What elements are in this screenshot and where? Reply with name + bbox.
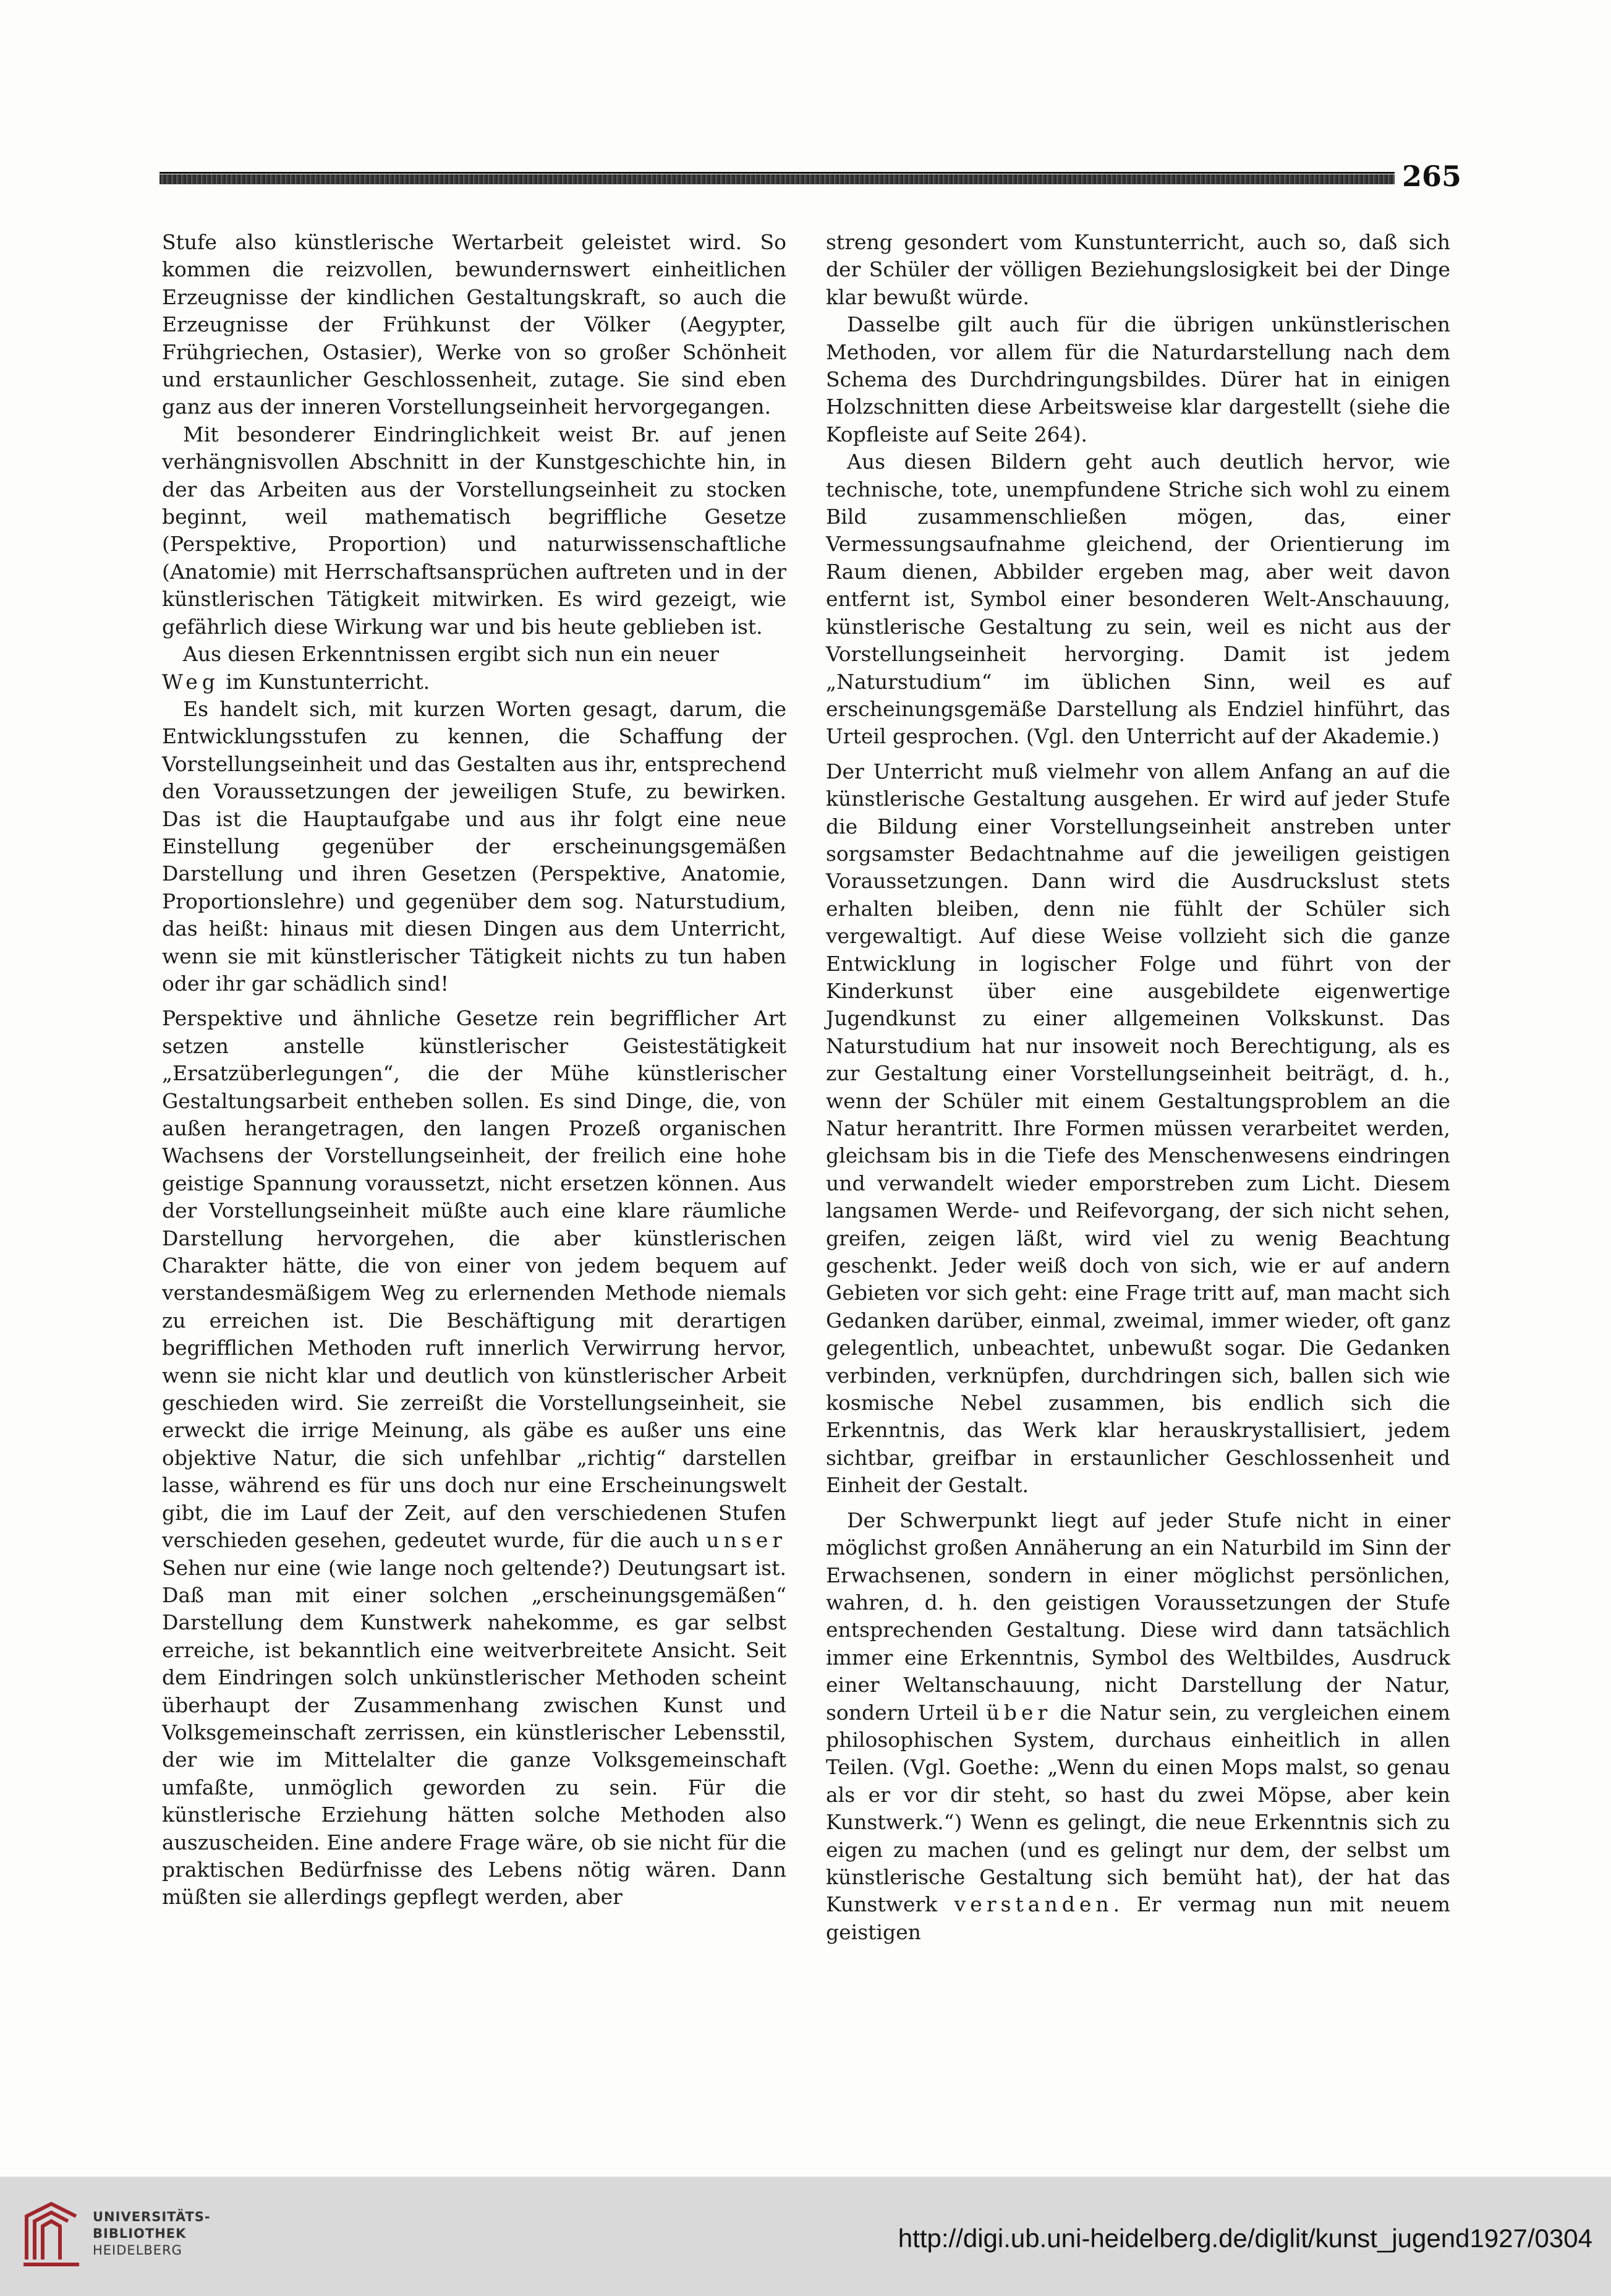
- paragraph: [826, 448, 1450, 750]
- text-run: Stufe also künstlerische Wertarbeit geleistet wird. So kommen die reizvollen, bewundernswert einheitlichen Erzeugnisse der kindlichen Gestaltungskraft, so auch die Erzeugnisse der Frühkunst der Völker (Aegypter, Frühgriechen, Ostasier), Werke von so großer Schönheit und erstaunlicher Geschlossenheit, zutage. Sie sind eben ganz aus der inneren Vorstellungseinheit hervorgegangen.: [162, 230, 786, 419]
- header-rule-top: [159, 172, 1395, 174]
- text-run: Aus diesen Erkenntnissen ergibt sich nun ein neuer: [183, 642, 720, 667]
- library-logo-icon[interactable]: [17, 2198, 85, 2272]
- text-run: Der Unterricht muß vielmehr von allem Anfang an auf die künstlerische Gestaltung ausgehen. Er wird auf jeder Stufe die Bildung einer Vorstellungseinheit anstreben unter sorgsamster Bedachtnahme auf die jeweiligen geistigen Voraussetzungen. Dann wird die Ausdruckslust stets erhalten bleiben, denn nie fühlt der Schüler sich vergewaltigt. Auf diese Weise vollzieht sich die ganze Entwicklung in logischer Folge und führt von der Kinderkunst über eine ausgebildete eigenwertige Jugendkunst zu einer allgemeinen Volkskunst. Das Naturstudium hat nur insoweit noch Berechtigung, als es zur Gestaltung einer Vorstellungseinheit beiträgt, d. h., wenn der Schüler mit einem Gestaltungsproblem an die Natur herantritt. Ihre Formen müssen verarbeitet werden, gleichsam bis in die Tiefe des Menschenwesens eindringen und verwandelt wieder emporstreben zum Licht. Diesem langsamen Werde- und Reifevorgang, der sich nicht sehen, greifen, zeigen läßt, wird viel zu wenig Beachtung geschenkt. Jeder weiß doch von sich, wie er auf andern Gebieten vor sich geht: eine Frage tritt auf, man macht sich Gedanken darüber, einmal, zweimal, immer wieder, oft ganz gelegentlich, unbeachtet, unbewußt sogar. Die Gedanken verbinden, verknüpfen, durchdringen sich, ballen sich wie kosmische Nebel zusammen, bis endlich sich die Erkenntnis, das Werk klar herauskrystallisiert, jedem sichtbar, greifbar in erstaunlicher Geschlossenheit und Einheit der Gestalt.: [826, 759, 1450, 1498]
- spaced-emphasis: über: [986, 1700, 1052, 1725]
- permalink-url[interactable]: http://digi.ub.uni-heidelberg.de/diglit/kunst_jugend1927/0304: [898, 2224, 1592, 2253]
- text-run: streng gesondert vom Kunstunterricht, auch so, daß sich der Schüler der völligen Beziehungslosigkeit bei der Dinge klar bewußt würde.: [826, 230, 1450, 309]
- text-space: [978, 1701, 986, 1725]
- paragraph: [826, 1507, 1450, 1947]
- text-run: Sehen nur eine (wie lange noch geltende?) Deutungsart ist. Daß man mit einer solchen „erscheinungsgemäßen“ Darstellung dem Kunstwerk nahekomme, es gar selbst erreiche, ist bekanntlich eine weitverbreitete Ansicht. Seit dem Eindringen solch unkünstlerischer Methoden scheint überhaupt der Zusammenhang zwischen Kunst und Volksgemeinschaft zerrissen, ein künstlerischer Lebensstil, der wie im Mittelalter die ganze Volksgemeinschaft umfaßte, unmöglich geworden zu sein. Für die künstlerische Erziehung hätten solche Methoden also auszuscheiden. Eine andere Frage wäre, ob sie nicht für die praktischen Bedürfnisse des Lebens nötig wären. Dann müßten sie allerdings gepflegt werden, aber: [162, 1555, 786, 1910]
- text-space: [699, 1528, 707, 1552]
- text-run: Mit besonderer Eindringlichkeit weist Br. auf jenen verhängnisvollen Abschnitt in der Kunstgeschichte hin, in der das Arbeiten aus der Vorstellungseinheit zu stocken beginnt, weil mathematisch begriffliche Gesetze (Perspektive, Proportion) und naturwissenschaftliche (Anatomie) mit Herrschaftsansprüchen auftreten und in der künstlerischen Tätigkeit mitwirken. Es wird gezeigt, wie gefährlich diese Wirkung war und bis heute geblieben ist.: [162, 422, 786, 639]
- library-logo-graphic: [17, 2198, 85, 2272]
- text-space: [937, 1892, 954, 1916]
- paragraph: [162, 421, 786, 641]
- paragraph: [162, 668, 786, 696]
- paragraph: [826, 311, 1450, 448]
- text-run: Dasselbe gilt auch für die übrigen unkünstlerischen Methoden, vor allem für die Naturdarstellung nach dem Schema des Durchdringungsbildes. Dürer hat in einigen Holzschnitten diese Arbeitsweise klar dargestellt (siehe die Kopfleiste auf Seite 264).: [826, 312, 1450, 446]
- right-column: [826, 229, 1450, 1946]
- paragraph: [162, 1005, 786, 1911]
- library-name-line-3: HEIDELBERG: [93, 2243, 182, 2258]
- text-run: im Kunstunterricht.: [219, 669, 430, 694]
- paragraph: [826, 229, 1450, 311]
- paragraph: [162, 696, 786, 997]
- page-number: 265: [1402, 160, 1462, 193]
- library-name: [93, 2209, 211, 2259]
- text-run: . Er vermag nun mit neuem geistigen: [826, 1892, 1450, 1944]
- library-name-line-2: BIBLIOTHEK: [93, 2226, 187, 2241]
- text-run: Es handelt sich, mit kurzen Worten gesagt, darum, die Entwicklungsstufen zu kennen, die Schaffung der Vorstellungseinheit und das Gestalten aus ihr, entsprechend den Voraussetzungen der jeweiligen Stufe, zu bewirken. Das ist die Hauptaufgabe und aus ihr folgt eine neue Einstellung gegenüber der erscheinungsgemäßen Darstellung und ihren Gesetzen (Perspektive, Anatomie, Proportionslehre) und gegenüber dem sog. Naturstudium, das heißt: hinaus mit diesen Dingen aus dem Unterricht, wenn sie mit künstlerischer Tätigkeit nichts zu tun haben oder ihr gar schädlich sind!: [162, 696, 786, 996]
- paragraph: [162, 229, 786, 421]
- header-rule: [159, 174, 1395, 184]
- paragraph: [162, 641, 786, 668]
- left-column: [162, 229, 786, 1911]
- spaced-emphasis: unser: [706, 1528, 786, 1553]
- spaced-emphasis: Weg: [162, 669, 219, 694]
- footer-bar: [0, 2177, 1611, 2296]
- text-run: Aus diesen Bildern geht auch deutlich hervor, wie technische, tote, unempfundene Striche sich wohl zu einem Bild zusammenschließen mögen, das, einer Vermessungsaufnahme gleichend, der Orientierung im Raum dienen, Abbilder ergeben mag, aber weit davon entfernt ist, Symbol einer besonderen Welt-Anschauung, künstlerische Gestaltung zu sein, weil es nicht aus der Vorstellungseinheit hervorging. Damit ist jedem „Naturstudium“ im üblichen Sinn, weil es auf erscheinungsgemäße Darstellung als Endziel hinführt, das Urteil gesprochen. (Vgl. den Unterricht auf der Akademie.): [826, 450, 1450, 749]
- text-run: Perspektive und ähnliche Gesetze rein begrifflicher Art setzen anstelle künstlerischer Geistestätigkeit „Ersatzüberlegungen“, die der Mühe künstlerischer Gestaltungsarbeit entheben sollen. Es sind Dinge, die, von außen herangetragen, den langen Prozeß organischen Wachsens der Vorstellungseinheit, der freilich eine hohe geistige Spannung voraussetzt, nicht ersetzen können. Aus der Vorstellungseinheit müßte auch eine klare räumliche Darstellung hervorgehen, die aber künstlerischen Charakter hätte, die von einer von jedem bequem auf verstandesmäßigem Weg zu erlernenden Methode niemals zu erreichen ist. Die Beschäftigung mit derartigen begrifflichen Methoden ruft innerlich Verwirrung hervor, wenn sie nicht klar und deutlich von künstlerischer Arbeit geschieden wird. Sie zerreißt die Vorstellungseinheit, sie erweckt die irrige Meinung, als gäbe es außer uns eine objektive Natur, die sich unfehlbar „richtig“ darstellen lasse, während es für uns doch nur eine Erscheinungswelt gibt, die im Lauf der Zeit, auf den verschiedenen Stufen verschieden gesehen, gedeutet wurde, für die auch: [162, 1006, 786, 1553]
- text-run: Der Schwerpunkt liegt auf jeder Stufe nicht in einer möglichst großen Annäherung an ein Naturbild im Sinn der Erwachsenen, sondern in einer möglichst persönlichen, wahren, d. h. den geistigen Voraussetzungen der Stufe entsprechenden Gestaltung. Diese wird dann tatsächlich immer eine Erkenntnis, Symbol des Weltbildes, Ausdruck einer Weltanschauung, nicht Darstellung der Natur, sondern Urteil: [826, 1508, 1450, 1725]
- text-run: die Natur sein, zu vergleichen einem philosophischen System, durchaus einheitlich in allen Teilen. (Vgl. Goethe: „Wenn du einen Mops malst, so genau als er vor dir steht, so hast du zwei Möpse, aber kein Kunstwerk.“) Wenn es gelingt, die neue Erkenntnis sich zu eigen zu machen (und es gelingt nur dem, der selbst um künstlerische Gestaltung sich bemüht hat), der hat das Kunstwerk: [826, 1700, 1450, 1917]
- paragraph: [826, 758, 1450, 1500]
- library-name-line-1: UNIVERSITÄTS-: [93, 2209, 211, 2224]
- spaced-emphasis: verstanden: [954, 1892, 1113, 1917]
